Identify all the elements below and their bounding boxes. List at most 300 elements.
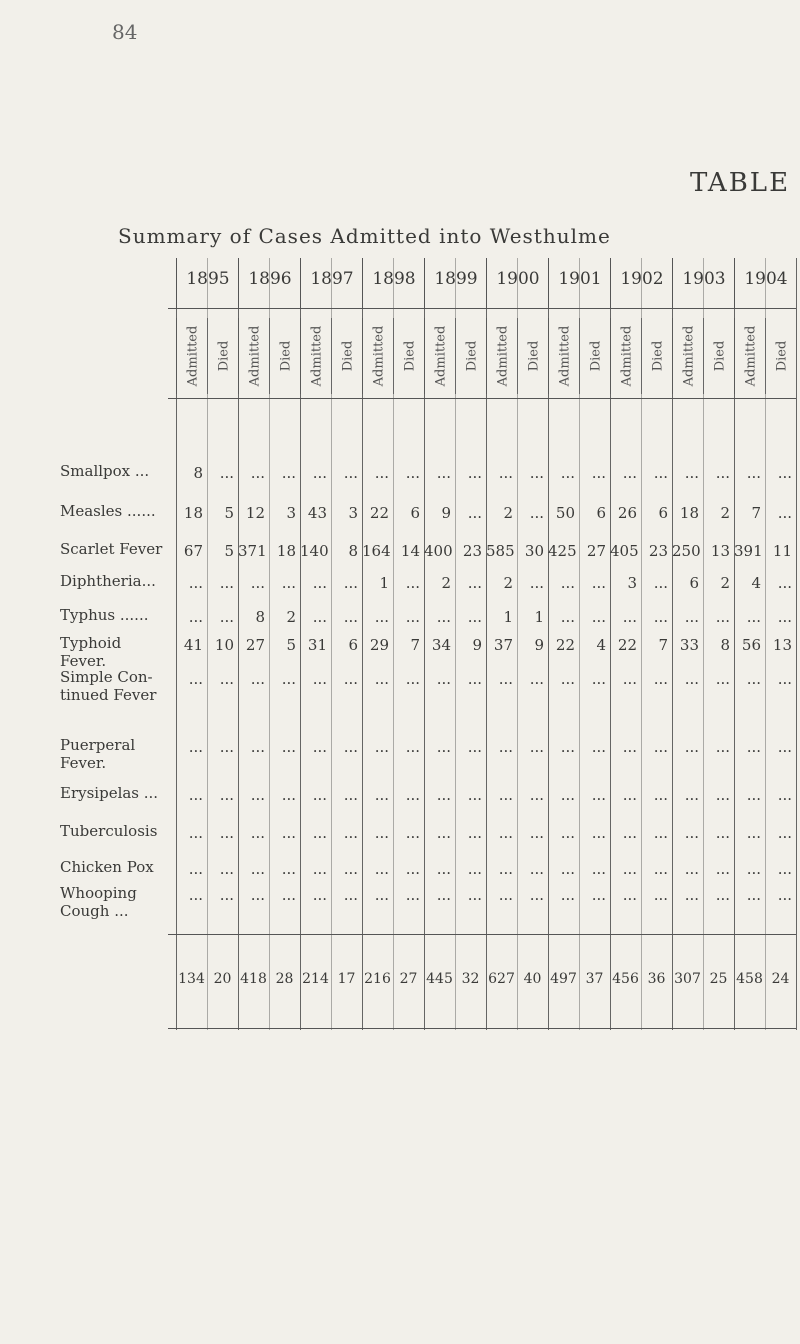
table-cell: ... [467,860,482,878]
table-cell: ... [281,738,296,756]
died-subheader [207,318,239,394]
table-cell: ... [436,886,451,904]
table-cell: ... [250,786,265,804]
row-label: Typhoid Fever. [60,634,122,670]
table-cell: ... [653,824,668,842]
table-cell: ... [684,824,699,842]
row-label: Measles ...... [60,502,156,520]
table-cell: ... [312,786,327,804]
subheader-label: Admitted [185,325,200,387]
table-cell: 18 [679,504,699,522]
column-rule [796,258,797,1030]
table-cell: ... [591,860,606,878]
subheader-label: Died [526,340,541,372]
table-cell: 22 [555,636,575,654]
table-cell: ... [374,670,389,688]
year-header: 1902 [610,258,673,308]
table-cell: ... [188,574,203,592]
table-cell: ... [343,860,358,878]
table-cell: 7 [658,636,668,654]
table-cell: ... [405,860,420,878]
table-cell: ... [529,786,544,804]
subheader-label: Admitted [619,325,634,387]
table-cell: ... [591,464,606,482]
table-cell: 400 [424,542,453,560]
table-cell: ... [467,608,482,626]
table-cell: 22 [617,636,637,654]
table-cell: ... [312,608,327,626]
table-cell: 13 [772,636,792,654]
table-cell: ... [312,860,327,878]
table-cell: 6 [348,636,358,654]
table-cell: 7 [410,636,420,654]
subheader-label: Died [340,340,355,372]
table-cell: ... [219,886,234,904]
table-cell: 14 [400,542,420,560]
subheader-label: Died [278,340,293,372]
table-cell: 13 [710,542,730,560]
row-label: Scarlet Fever [60,540,163,558]
table-cell: ... [622,738,637,756]
table-cell: ... [498,670,513,688]
table-cell: ... [777,608,792,626]
table-cell: ... [560,670,575,688]
table-cell: 9 [472,636,482,654]
table-cell: 9 [534,636,544,654]
admitted-subheader [548,318,580,394]
body-rule [168,934,796,935]
table-cell: ... [529,504,544,522]
total-cell: 17 [337,971,356,987]
table-cell: 164 [362,542,391,560]
admitted-subheader [424,318,456,394]
table-cell: ... [374,886,389,904]
table-cell: 3 [348,504,358,522]
table-cell: ... [653,738,668,756]
table-cell: ... [715,786,730,804]
subheader-label: Died [650,340,665,372]
table-cell: ... [684,464,699,482]
row-label: Smallpox ... [60,462,150,480]
table-cell: ... [436,670,451,688]
year-header: 1897 [300,258,363,308]
subheader-label: Admitted [433,325,448,387]
table-cell: ... [405,670,420,688]
table-cell: ... [746,886,761,904]
table-cell: 4 [596,636,606,654]
table-cell: ... [560,886,575,904]
year-header: 1901 [548,258,611,308]
table-cell: 10 [214,636,234,654]
table-cell: ... [405,574,420,592]
table-cell: ... [746,464,761,482]
died-subheader [765,318,797,394]
table-cell: ... [281,464,296,482]
table-cell: ... [560,464,575,482]
table-cell: 6 [658,504,668,522]
table-cell: 29 [369,636,389,654]
table-cell: ... [777,824,792,842]
year-header: 1899 [424,258,487,308]
year-header: 1903 [672,258,735,308]
table-cell: ... [250,738,265,756]
total-cell: 32 [461,971,480,987]
table-cell: ... [343,824,358,842]
table-cell: ... [343,738,358,756]
table-cell: 6 [596,504,606,522]
table-cell: 50 [555,504,575,522]
table-cell: ... [188,886,203,904]
row-label: Diphtheria... [60,572,156,590]
subheader-label: Died [774,340,789,372]
table-cell: 18 [276,542,296,560]
subheader-label: Admitted [371,325,386,387]
total-cell: 497 [550,971,577,987]
table-cell: 23 [648,542,668,560]
table-cell: ... [746,824,761,842]
table-cell: 6 [410,504,420,522]
table-cell: 391 [734,542,763,560]
table-cell: ... [653,860,668,878]
table-cell: ... [591,574,606,592]
table-cell: 405 [610,542,639,560]
subheader-label: Admitted [743,325,758,387]
table-cell: ... [498,860,513,878]
table-cell: ... [374,860,389,878]
table-cell: ... [405,464,420,482]
bottom-rule [168,1028,796,1029]
table-cell: ... [467,738,482,756]
admitted-subheader [238,318,270,394]
table-cell: ... [281,824,296,842]
year-header: 1896 [238,258,301,308]
table-cell: 8 [720,636,730,654]
total-cell: 418 [240,971,267,987]
admitted-subheader [362,318,394,394]
table-cell: ... [343,670,358,688]
table-cell: ... [467,464,482,482]
table-cell: ... [405,786,420,804]
died-subheader [579,318,611,394]
total-cell: 458 [736,971,763,987]
table-cell: ... [343,464,358,482]
table-cell: ... [219,574,234,592]
table-cell: ... [653,670,668,688]
table-cell: ... [467,886,482,904]
table-cell: ... [498,824,513,842]
table-cell: ... [746,860,761,878]
total-cell: 216 [364,971,391,987]
table-cell: 37 [493,636,513,654]
table-heading: TABLE [690,168,791,198]
died-subheader [455,318,487,394]
subheader-label: Admitted [309,325,324,387]
table-cell: ... [746,738,761,756]
table-cell: ... [591,670,606,688]
table-cell: ... [653,464,668,482]
table-cell: 31 [307,636,327,654]
table-cell: ... [312,670,327,688]
table-cell: ... [250,824,265,842]
table-cell: ... [529,574,544,592]
total-cell: 28 [275,971,294,987]
table-cell: ... [777,860,792,878]
table-cell: ... [715,608,730,626]
table-cell: 2 [720,504,730,522]
subheader-label: Died [402,340,417,372]
table-cell: ... [529,860,544,878]
table-cell: ... [746,670,761,688]
table-cell: ... [281,574,296,592]
table-cell: 26 [617,504,637,522]
table-cell: ... [777,786,792,804]
table-cell: ... [312,574,327,592]
table-cell: ... [405,824,420,842]
table-cell: ... [560,786,575,804]
table-cell: ... [312,464,327,482]
table-cell: ... [560,824,575,842]
table-cell: ... [591,886,606,904]
table-cell: ... [188,860,203,878]
subheader-label: Admitted [247,325,262,387]
died-subheader [269,318,301,394]
table-cell: ... [219,824,234,842]
year-header: 1895 [176,258,239,308]
table-cell: ... [405,886,420,904]
page-number: 84 [112,20,138,44]
died-subheader [517,318,549,394]
table-cell: ... [498,464,513,482]
table-cell: ... [281,670,296,688]
table-cell: ... [684,738,699,756]
table-cell: ... [219,860,234,878]
table-cell: ... [715,464,730,482]
year-header: 1898 [362,258,425,308]
total-cell: 445 [426,971,453,987]
table-cell: 5 [286,636,296,654]
table-cell: ... [684,670,699,688]
table-cell: 12 [245,504,265,522]
table-cell: ... [343,786,358,804]
table-cell: ... [436,738,451,756]
table-cell: ... [250,670,265,688]
table-cell: ... [343,886,358,904]
table-cell: ... [591,786,606,804]
table-cell: 56 [741,636,761,654]
table-cell: ... [653,608,668,626]
table-cell: ... [591,738,606,756]
table-cell: ... [529,738,544,756]
table-cell: ... [653,574,668,592]
subheader-label: Admitted [681,325,696,387]
table-cell: ... [684,786,699,804]
admitted-subheader [176,318,208,394]
table-cell: 30 [524,542,544,560]
table-cell: ... [188,738,203,756]
table-cell: 6 [689,574,699,592]
table-cell: ... [467,670,482,688]
table-cell: ... [684,608,699,626]
table-cell: ... [653,886,668,904]
table-cell: ... [715,738,730,756]
cases-table [60,258,800,1030]
table-cell: 7 [751,504,761,522]
year-rule [168,308,796,309]
table-cell: ... [467,824,482,842]
table-cell: ... [281,786,296,804]
admitted-subheader [672,318,704,394]
table-cell: ... [436,860,451,878]
admitted-subheader [610,318,642,394]
table-cell: 1 [503,608,513,626]
table-cell: 9 [441,504,451,522]
table-cell: ... [560,608,575,626]
table-cell: ... [591,824,606,842]
table-cell: ... [622,670,637,688]
table-cell: 2 [286,608,296,626]
table-cell: ... [343,608,358,626]
table-cell: 3 [286,504,296,522]
table-cell: 67 [183,542,203,560]
table-cell: ... [250,464,265,482]
table-cell: 8 [348,542,358,560]
total-cell: 25 [709,971,728,987]
table-cell: ... [188,670,203,688]
table-cell: 140 [300,542,329,560]
subheader-label: Admitted [557,325,572,387]
table-cell: ... [746,608,761,626]
total-cell: 24 [771,971,790,987]
table-cell: ... [777,738,792,756]
table-cell: 27 [245,636,265,654]
table-cell: ... [467,574,482,592]
table-cell: 2 [441,574,451,592]
table-cell: ... [777,574,792,592]
table-cell: 425 [548,542,577,560]
table-cell: 8 [193,464,203,482]
row-label: Puerperal Fever. [60,736,136,772]
admitted-subheader [486,318,518,394]
table-cell: ... [777,670,792,688]
table-cell: ... [312,738,327,756]
total-cell: 37 [585,971,604,987]
table-cell: ... [219,608,234,626]
table-cell: ... [467,504,482,522]
table-cell: 5 [224,504,234,522]
table-cell: 371 [238,542,267,560]
row-label: Erysipelas ... [60,784,159,802]
table-cell: ... [560,738,575,756]
table-cell: 41 [183,636,203,654]
table-cell: ... [467,786,482,804]
died-subheader [641,318,673,394]
admitted-subheader [734,318,766,394]
table-cell: ... [374,786,389,804]
table-cell: ... [622,860,637,878]
table-cell: 8 [255,608,265,626]
row-label: Chicken Pox [60,858,154,876]
table-cell: 1 [379,574,389,592]
table-cell: ... [219,670,234,688]
table-cell: ... [343,574,358,592]
row-label: Tuberculosis [60,822,158,840]
table-cell: ... [250,574,265,592]
table-cell: ... [715,824,730,842]
table-cell: ... [622,786,637,804]
row-label: Simple Con- tinued Fever [60,668,157,704]
table-cell: ... [560,574,575,592]
total-cell: 307 [674,971,701,987]
table-cell: 11 [772,542,792,560]
table-cell: ... [250,886,265,904]
table-cell: ... [529,824,544,842]
total-cell: 27 [399,971,418,987]
table-cell: ... [219,786,234,804]
table-cell: 22 [369,504,389,522]
total-cell: 40 [523,971,542,987]
table-cell: 33 [679,636,699,654]
table-cell: ... [653,786,668,804]
table-cell: ... [374,824,389,842]
total-cell: 36 [647,971,666,987]
table-cell: ... [250,860,265,878]
total-cell: 627 [488,971,515,987]
table-cell: ... [560,860,575,878]
table-cell: 27 [586,542,606,560]
subheader-label: Died [588,340,603,372]
table-cell: ... [498,738,513,756]
table-cell: ... [436,786,451,804]
table-cell: ... [622,824,637,842]
died-subheader [703,318,735,394]
table-cell: ... [219,738,234,756]
table-cell: ... [374,464,389,482]
row-label: Whooping Cough ... [60,884,137,920]
table-cell: 1 [534,608,544,626]
table-cell: ... [529,670,544,688]
table-cell: ... [622,464,637,482]
table-cell: ... [777,464,792,482]
table-cell: 43 [307,504,327,522]
table-cell: ... [188,786,203,804]
table-cell: ... [188,824,203,842]
died-subheader [393,318,425,394]
table-cell: ... [312,886,327,904]
table-cell: ... [405,608,420,626]
table-cell: ... [436,608,451,626]
table-cell: ... [281,886,296,904]
table-cell: ... [498,786,513,804]
table-cell: ... [684,886,699,904]
table-cell: ... [622,608,637,626]
table-cell: 18 [183,504,203,522]
table-cell: 2 [503,574,513,592]
table-cell: ... [498,886,513,904]
year-header: 1900 [486,258,549,308]
row-label: Typhus ...... [60,606,149,624]
table-cell: ... [684,860,699,878]
table-cell: ... [715,860,730,878]
table-subtitle: Summary of Cases Admitted into Westhulme [118,224,611,248]
total-cell: 214 [302,971,329,987]
table-cell: ... [219,464,234,482]
subheader-label: Admitted [495,325,510,387]
table-cell: ... [622,886,637,904]
total-cell: 134 [178,971,205,987]
table-cell: ... [529,886,544,904]
table-cell: 34 [431,636,451,654]
table-cell: ... [405,738,420,756]
